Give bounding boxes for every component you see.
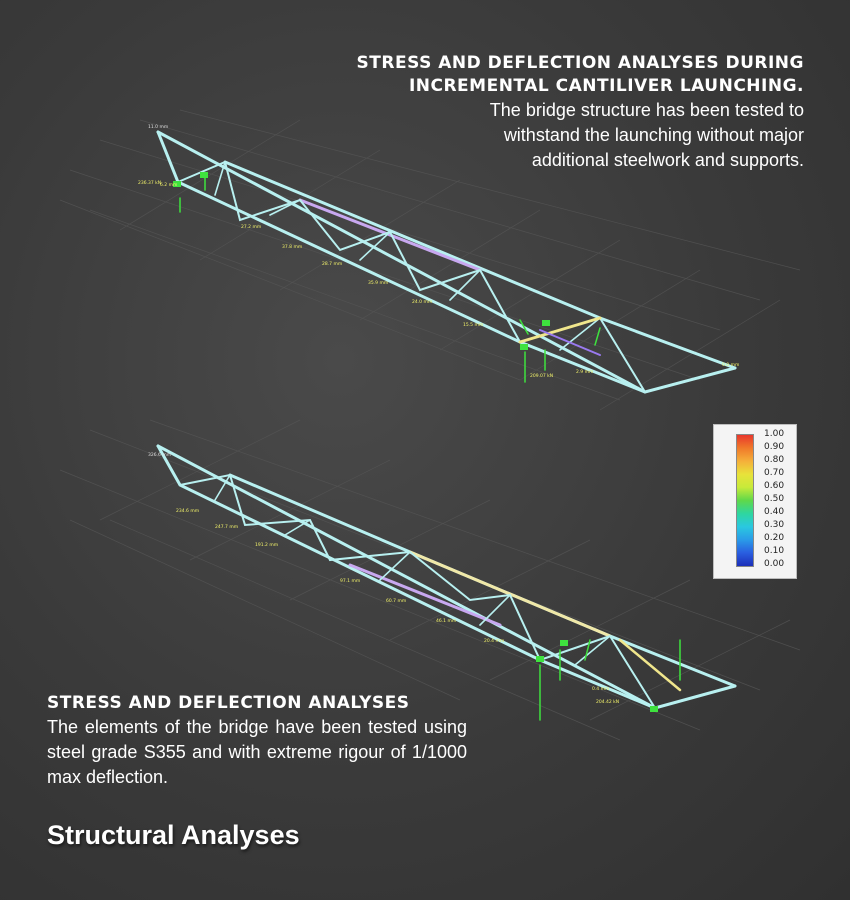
legend-tick: 0.60 [764, 481, 785, 491]
svg-text:28.7 mm: 28.7 mm [322, 262, 343, 267]
svg-text:204.42 kN: 204.42 kN [596, 700, 620, 705]
stress-ratio-legend [713, 424, 797, 579]
legend-tick: 0.30 [764, 520, 785, 530]
svg-text:234.6 mm: 234.6 mm [176, 509, 200, 514]
svg-text:27.2 mm: 27.2 mm [241, 225, 262, 230]
legend-tick: 0.10 [764, 546, 785, 556]
legend-tick: 0.40 [764, 507, 785, 517]
svg-text:24.0 mm: 24.0 mm [412, 300, 433, 305]
bottom-caption-body: The elements of the bridge have been tested using steel grade S355 and with extreme rigour of 1/1000 max deflection. [47, 717, 467, 787]
bottom-caption [47, 692, 467, 790]
svg-text:0.4 mm: 0.4 mm [592, 687, 610, 692]
svg-text:0.0 mm: 0.0 mm [722, 363, 740, 368]
page-title: Structural Analyses [47, 820, 300, 850]
top-caption-title: STRESS AND DEFLECTION ANALYSES DURING INCREMENTAL CANTILIVER LAUNCHING. [356, 53, 804, 96]
legend-ticks [764, 429, 784, 569]
legend-tick: 0.50 [764, 494, 785, 504]
svg-text:209.07 kN: 209.07 kN [530, 374, 554, 379]
svg-text:15.5 mm: 15.5 mm [463, 323, 484, 328]
bottom-truss [148, 446, 735, 720]
svg-text:20.4 mm: 20.4 mm [484, 639, 505, 644]
svg-text:326.6 mm: 326.6 mm [148, 453, 172, 458]
svg-text:191.2 mm: 191.2 mm [255, 543, 279, 548]
svg-text:37.8 mm: 37.8 mm [282, 245, 303, 250]
legend-tick: 0.80 [764, 455, 785, 465]
svg-text:11.0 mm: 11.0 mm [148, 125, 169, 130]
legend-tick: 0.20 [764, 533, 785, 543]
legend-tick: 0.90 [764, 442, 785, 452]
svg-text:35.9 mm: 35.9 mm [368, 281, 389, 286]
legend-color-bar [736, 434, 754, 567]
svg-text:97.1 mm: 97.1 mm [340, 579, 361, 584]
svg-text:60.7 mm: 60.7 mm [386, 599, 407, 604]
svg-text:236.37 kN: 236.37 kN [138, 181, 162, 186]
legend-tick: 1.00 [764, 429, 785, 439]
svg-text:46.1 mm: 46.1 mm [436, 619, 457, 624]
bottom-caption-title: STRESS AND DEFLECTION ANALYSES [47, 693, 410, 713]
legend-tick: 0.00 [764, 559, 785, 569]
svg-text:6.2 mm: 6.2 mm [160, 183, 178, 188]
svg-text:247.7 mm: 247.7 mm [215, 525, 239, 530]
legend-tick: 0.70 [764, 468, 785, 478]
svg-text:2.9 mm: 2.9 mm [576, 370, 594, 375]
top-caption [284, 52, 804, 173]
top-caption-body: The bridge structure has been tested to withstand the launching without major additional steelwork and supports. [489, 100, 804, 170]
